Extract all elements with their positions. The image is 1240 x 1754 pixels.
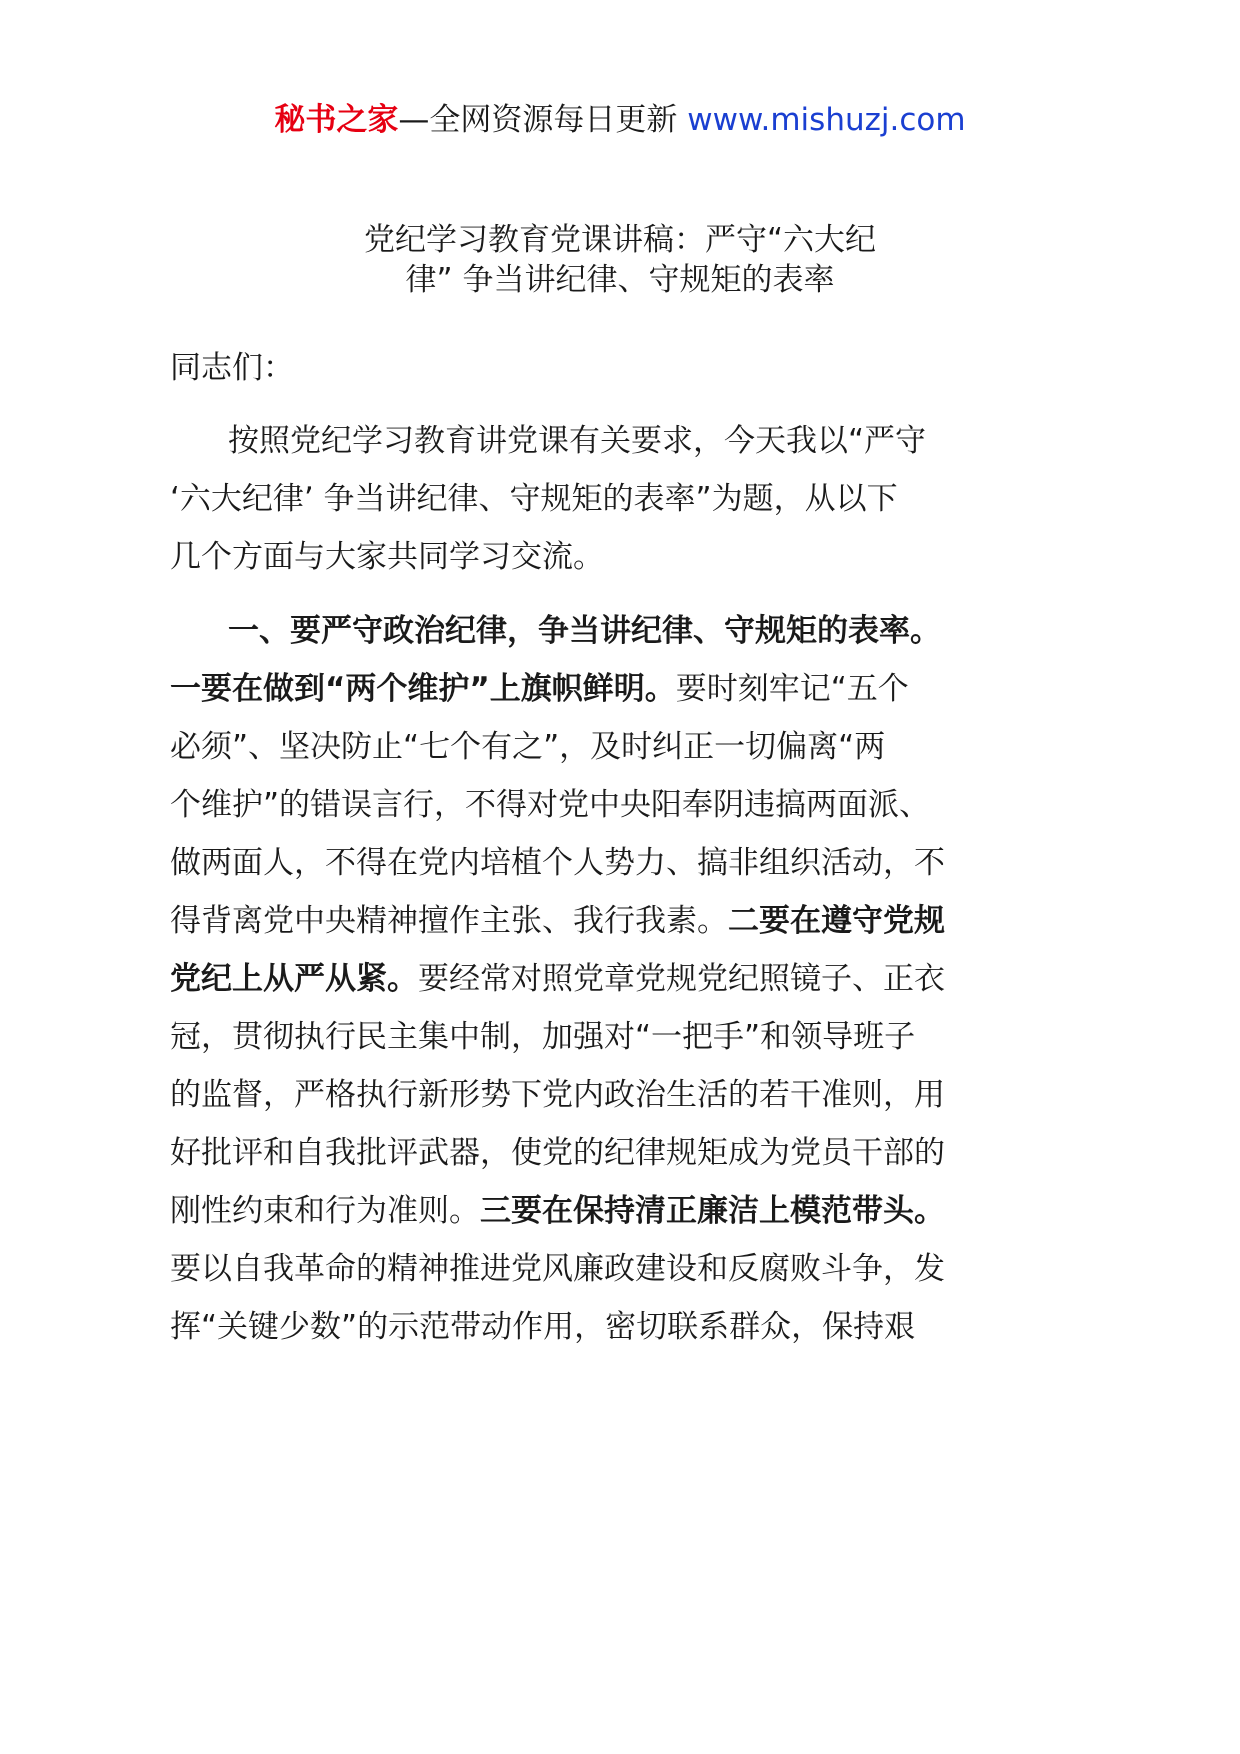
section-1-line-4: 做两面人，不得在党内培植个人势力、搞非组织活动，不 <box>170 845 945 881</box>
point-1-heading: 一要在做到“两个维护”上旗帜鲜明。 <box>170 671 676 707</box>
section-1-line-8: 的监督，严格执行新形势下党内政治生活的若干准则，用 <box>170 1077 945 1113</box>
section-1-line-2: 必须”、坚决防止“七个有之”，及时纠正一切偏离“两 <box>170 729 886 765</box>
section-1-line-11: 要以自我革命的精神推进党风廉政建设和反腐败斗争，发 <box>170 1251 945 1287</box>
section-1-line-3: 个维护”的错误言行，不得对党中央阳奉阴违搞两面派、 <box>170 787 931 823</box>
title-line-2: 律” 争当讲纪律、守规矩的表率 <box>405 262 835 298</box>
site-brand: 秘书之家 <box>274 102 399 138</box>
section-1-line-1 <box>170 669 909 709</box>
site-header <box>0 100 1240 140</box>
intro-line-1: 按照党纪学习教育讲党课有关要求，今天我以“严守 <box>228 423 927 459</box>
title-line-1: 党纪学习教育党课讲稿：严守“六大纪 <box>363 222 877 258</box>
section-1-line-12: 挥“关键少数”的示范带动作用，密切联系群众，保持艰 <box>170 1309 916 1345</box>
section-1-line-7: 冠，贯彻执行民主集中制，加强对“一把手”和领导班子 <box>170 1019 916 1055</box>
site-tagline: —全网资源每日更新 <box>398 102 678 138</box>
section-1-text: 要时刻牢记“五个 <box>675 671 909 707</box>
section-1-line-10 <box>170 1191 945 1231</box>
site-url-link[interactable]: www.mishuzj.com <box>687 102 966 138</box>
section-1-line-6 <box>170 959 945 999</box>
point-2-heading-cont: 党纪上从严从紧。 <box>170 961 418 997</box>
section-1-heading: 一、要严守政治纪律，争当讲纪律、守规矩的表率。 <box>228 613 941 649</box>
intro-line-2: ‘六大纪律’ 争当讲纪律、守规矩的表率”为题，从以下 <box>170 481 898 517</box>
section-1-line-5 <box>170 901 945 941</box>
section-1-text: 刚性约束和行为准则。 <box>170 1193 480 1229</box>
greeting: 同志们： <box>170 350 294 386</box>
intro-line-3: 几个方面与大家共同学习交流。 <box>170 539 604 575</box>
section-1-text: 得背离党中央精神擅作主张、我行我素。 <box>170 903 728 939</box>
document-title <box>190 220 1050 300</box>
section-1-line-9: 好批评和自我批评武器，使党的纪律规矩成为党员干部的 <box>170 1135 945 1171</box>
point-3-heading: 三要在保持清正廉洁上模范带头。 <box>480 1193 945 1229</box>
section-1-text: 要经常对照党章党规党纪照镜子、正衣 <box>418 961 945 997</box>
point-2-heading: 二要在遵守党规 <box>728 903 945 939</box>
